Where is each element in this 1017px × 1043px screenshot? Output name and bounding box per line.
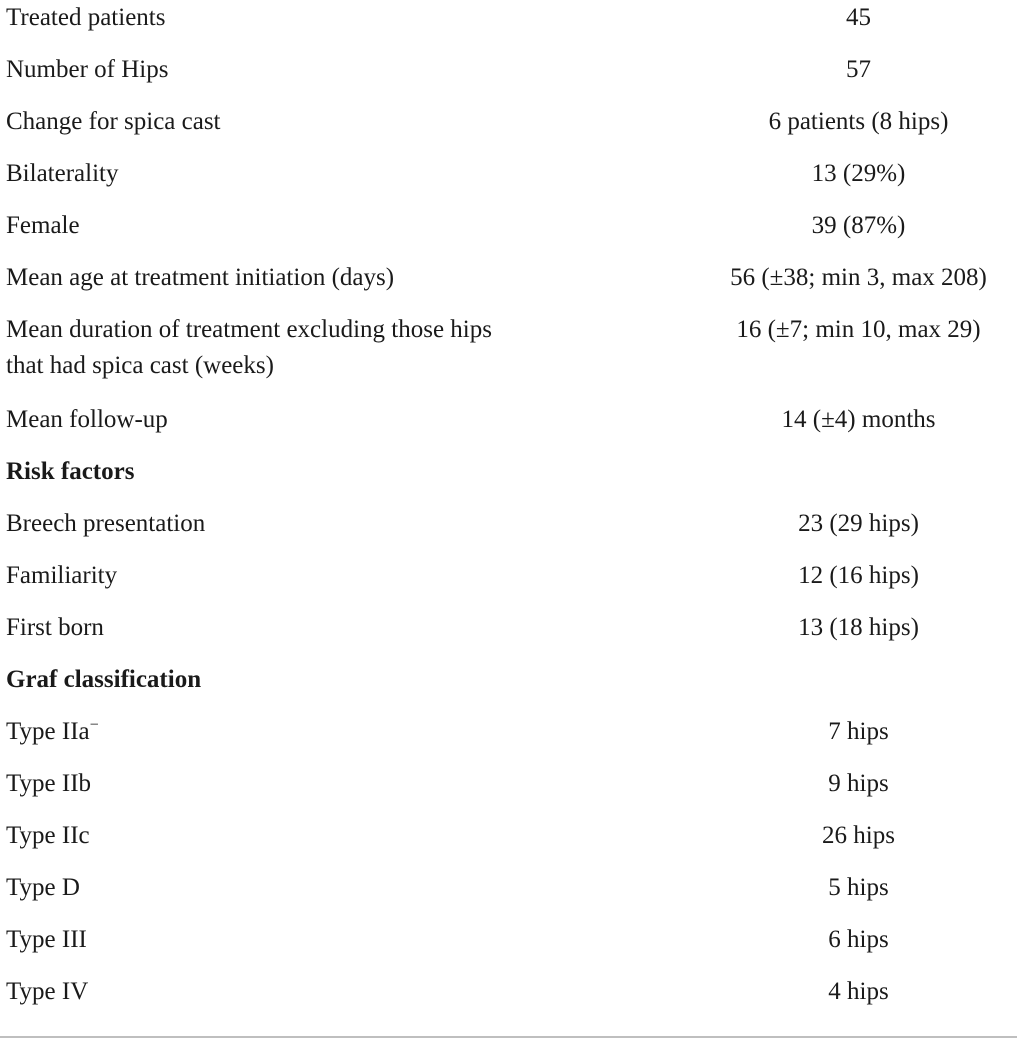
row-value: 13 (29%) — [811, 160, 906, 187]
row-label-line: Mean duration of treatment excluding those hips — [6, 316, 492, 343]
section-heading-row — [0, 454, 1017, 506]
row-label: Breech presentation — [6, 510, 206, 537]
row-value: 56 (±38; min 3, max 208) — [730, 264, 987, 291]
table-row — [0, 0, 1017, 52]
table-row — [0, 208, 1017, 260]
table-row — [0, 818, 1017, 870]
row-label: Type IV — [6, 978, 89, 1005]
row-label: Bilaterality — [6, 160, 119, 187]
table-row — [0, 104, 1017, 156]
table-row — [0, 714, 1017, 766]
row-value: 26 hips — [822, 822, 895, 849]
row-value: 23 (29 hips) — [798, 510, 919, 537]
section-heading: Risk factors — [6, 458, 135, 485]
row-value: 12 (16 hips) — [798, 562, 919, 589]
table-row — [0, 156, 1017, 208]
table-row — [0, 766, 1017, 818]
section-heading-row — [0, 662, 1017, 714]
table-row — [0, 402, 1017, 454]
row-label: Treated patients — [6, 4, 166, 31]
row-label — [0, 714, 600, 750]
row-value: 6 patients (8 hips) — [768, 108, 949, 135]
row-label-text: Type IIa — [6, 718, 90, 745]
table-row — [0, 260, 1017, 312]
table-row — [0, 312, 1017, 402]
table-row — [0, 870, 1017, 922]
table-row — [0, 506, 1017, 558]
row-label: Type D — [6, 874, 80, 901]
row-label: Type IIb — [6, 770, 92, 797]
row-label: Number of Hips — [6, 56, 169, 83]
row-value: 5 hips — [828, 874, 889, 901]
row-label: Familiarity — [6, 562, 118, 589]
row-label: Mean age at treatment initiation (days) — [6, 264, 395, 291]
row-value: 4 hips — [828, 978, 889, 1005]
row-label-line: that had spica cast (weeks) — [6, 352, 274, 379]
row-value: 14 (±4) months — [781, 406, 936, 433]
row-label: Type IIc — [6, 822, 90, 849]
row-label: Female — [6, 212, 80, 239]
row-value: 9 hips — [828, 770, 889, 797]
table-bottom-rule — [0, 1036, 1017, 1038]
row-value: 39 (87%) — [811, 212, 906, 239]
table-row — [0, 922, 1017, 974]
row-label: Change for spica cast — [6, 108, 221, 135]
table-row — [0, 52, 1017, 104]
row-label: Type III — [6, 926, 87, 953]
row-value: 16 (±7; min 10, max 29) — [736, 316, 981, 343]
table-row — [0, 974, 1017, 1026]
row-value: 13 (18 hips) — [798, 614, 919, 641]
row-label: Mean follow-up — [6, 406, 168, 433]
row-value: 45 — [846, 4, 871, 31]
superscript-minus: − — [89, 716, 99, 734]
row-label — [0, 312, 600, 384]
section-heading: Graf classification — [6, 666, 202, 693]
row-value: 57 — [846, 56, 871, 83]
row-value: 6 hips — [828, 926, 889, 953]
table-row — [0, 558, 1017, 610]
row-label: First born — [6, 614, 104, 641]
row-value: 7 hips — [828, 718, 889, 745]
table-row — [0, 610, 1017, 662]
